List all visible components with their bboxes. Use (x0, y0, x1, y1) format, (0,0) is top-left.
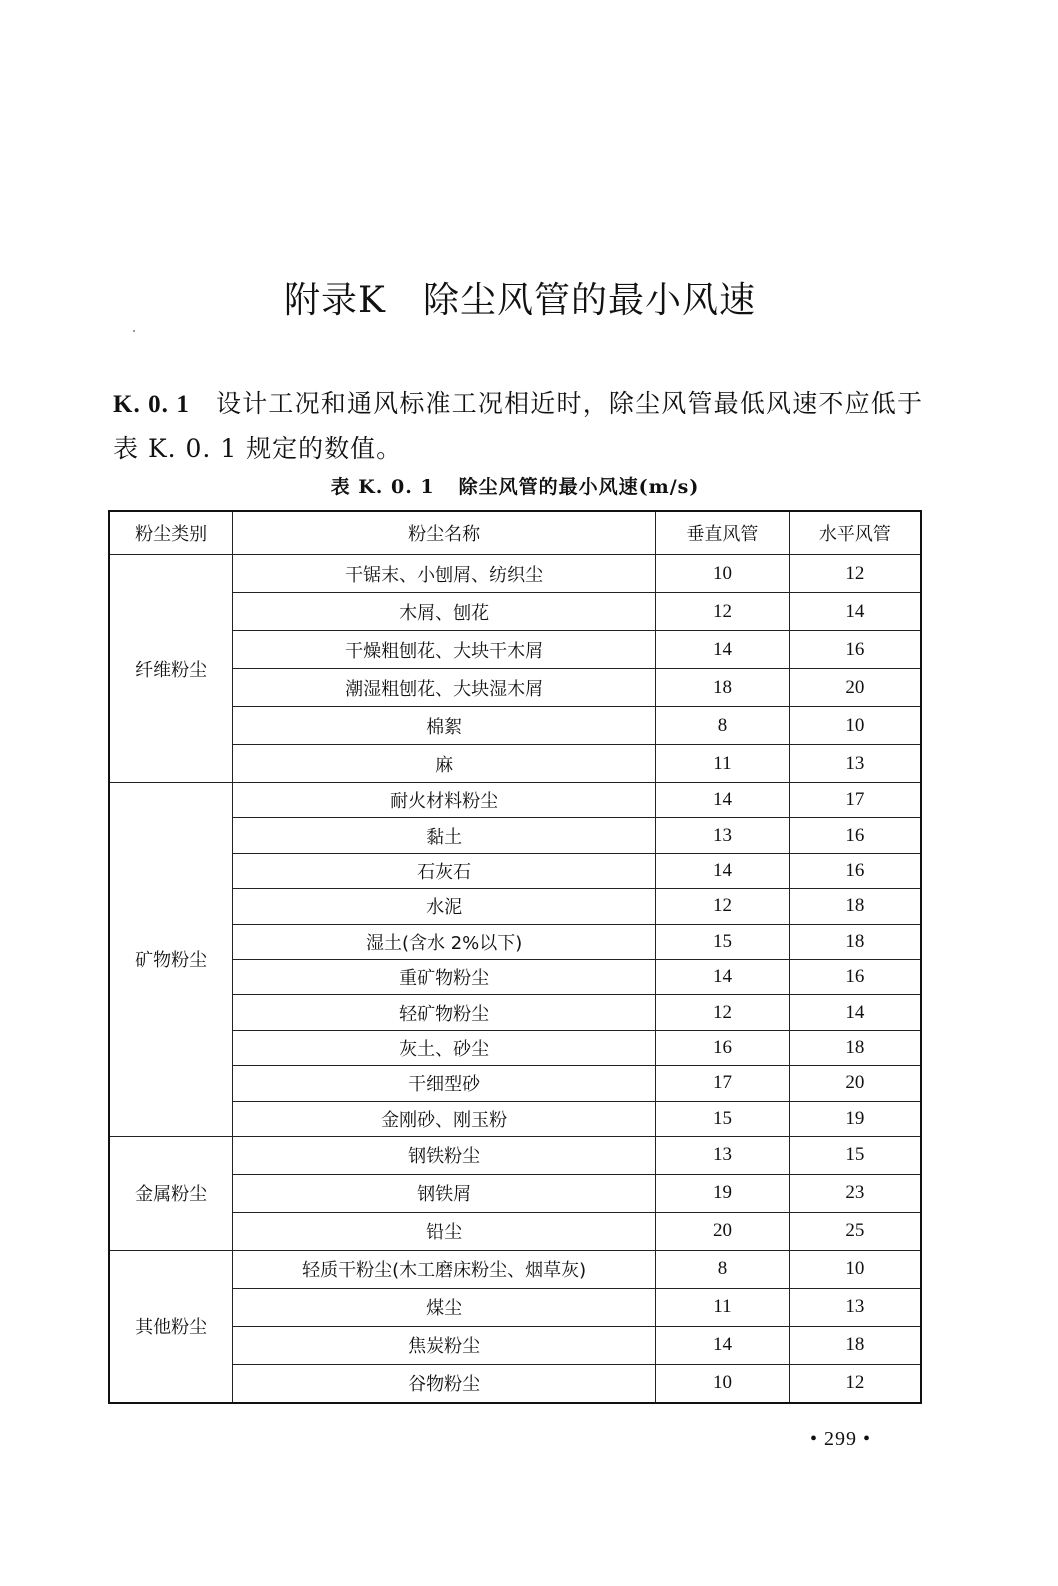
table-row (109, 783, 921, 818)
vertical-velocity-cell: 8 (656, 707, 790, 745)
scan-speck (133, 330, 135, 332)
horizontal-velocity-cell: 15 (789, 1136, 921, 1174)
dust-name-cell: 灰土、砂尘 (233, 1030, 656, 1065)
dust-name-cell: 木屑、刨花 (233, 593, 656, 631)
dust-name-cell: 金刚砂、刚玉粉 (233, 1101, 656, 1136)
horizontal-velocity-cell: 19 (789, 1101, 921, 1136)
clause-text: 设计工况和通风标准工况相近时，除尘风管最低风速不应低于表 K. 0. 1 规定的数值。 (113, 389, 923, 463)
dust-name-cell: 重矿物粉尘 (233, 959, 656, 994)
dust-name-cell: 黏土 (233, 818, 656, 853)
vertical-velocity-cell: 12 (656, 889, 790, 924)
table-body (109, 555, 921, 1403)
table-caption-number: 表 K. 0. 1 (330, 476, 435, 498)
clause-paragraph (113, 382, 923, 471)
horizontal-velocity-cell: 13 (789, 1288, 921, 1326)
horizontal-velocity-cell: 18 (789, 1030, 921, 1065)
dust-name-cell: 干细型砂 (233, 1066, 656, 1101)
horizontal-velocity-cell: 10 (789, 707, 921, 745)
horizontal-velocity-cell: 16 (789, 631, 921, 669)
dust-name-cell: 干锯末、小刨屑、纺织尘 (233, 555, 656, 593)
dust-name-cell: 钢铁粉尘 (233, 1136, 656, 1174)
header-dust-name: 粉尘名称 (233, 511, 656, 555)
dust-name-cell: 轻矿物粉尘 (233, 995, 656, 1030)
horizontal-velocity-cell: 18 (789, 1326, 921, 1364)
category-cell: 矿物粉尘 (109, 783, 233, 1137)
category-cell: 纤维粉尘 (109, 555, 233, 783)
vertical-velocity-cell: 8 (656, 1250, 790, 1288)
horizontal-velocity-cell: 14 (789, 593, 921, 631)
dust-name-cell: 潮湿粗刨花、大块湿木屑 (233, 669, 656, 707)
dust-name-cell: 耐火材料粉尘 (233, 783, 656, 818)
category-cell: 金属粉尘 (109, 1136, 233, 1250)
vertical-velocity-cell: 11 (656, 1288, 790, 1326)
header-row (109, 511, 921, 555)
page-title: 附录K 除尘风管的最小风速 (284, 280, 756, 322)
horizontal-velocity-cell: 12 (789, 1364, 921, 1403)
horizontal-velocity-cell: 18 (789, 889, 921, 924)
horizontal-velocity-cell: 16 (789, 959, 921, 994)
header-vertical-duct: 垂直风管 (656, 511, 790, 555)
header-category: 粉尘类别 (109, 511, 233, 555)
dust-name-cell: 湿土(含水 2%以下) (233, 924, 656, 959)
vertical-velocity-cell: 15 (656, 924, 790, 959)
vertical-velocity-cell: 17 (656, 1066, 790, 1101)
horizontal-velocity-cell: 14 (789, 995, 921, 1030)
header-horizontal-duct: 水平风管 (789, 511, 921, 555)
table-caption (0, 472, 1030, 499)
horizontal-velocity-cell: 20 (789, 1066, 921, 1101)
vertical-velocity-cell: 14 (656, 959, 790, 994)
table-header (109, 511, 921, 555)
category-cell: 其他粉尘 (109, 1250, 233, 1403)
vertical-velocity-cell: 14 (656, 853, 790, 888)
horizontal-velocity-cell: 16 (789, 818, 921, 853)
dust-name-cell: 棉絮 (233, 707, 656, 745)
dust-name-cell: 铅尘 (233, 1212, 656, 1250)
horizontal-velocity-cell: 23 (789, 1174, 921, 1212)
dust-name-cell: 谷物粉尘 (233, 1364, 656, 1403)
vertical-velocity-cell: 13 (656, 1136, 790, 1174)
horizontal-velocity-cell: 12 (789, 555, 921, 593)
vertical-velocity-cell: 16 (656, 1030, 790, 1065)
page-number: • 299 • (810, 1428, 872, 1450)
horizontal-velocity-cell: 20 (789, 669, 921, 707)
dust-name-cell: 焦炭粉尘 (233, 1326, 656, 1364)
horizontal-velocity-cell: 18 (789, 924, 921, 959)
dust-name-cell: 石灰石 (233, 853, 656, 888)
vertical-velocity-cell: 10 (656, 1364, 790, 1403)
vertical-velocity-cell: 14 (656, 783, 790, 818)
horizontal-velocity-cell: 10 (789, 1250, 921, 1288)
horizontal-velocity-cell: 16 (789, 853, 921, 888)
dust-name-cell: 煤尘 (233, 1288, 656, 1326)
clause-number: K. 0. 1 (113, 391, 190, 418)
table-caption-title: 除尘风管的最小风速(m/s) (458, 476, 700, 498)
vertical-velocity-cell: 11 (656, 745, 790, 783)
dust-name-cell: 钢铁屑 (233, 1174, 656, 1212)
dust-name-cell: 麻 (233, 745, 656, 783)
vertical-velocity-cell: 12 (656, 593, 790, 631)
vertical-velocity-cell: 15 (656, 1101, 790, 1136)
table-row (109, 1250, 921, 1288)
horizontal-velocity-cell: 13 (789, 745, 921, 783)
dust-name-cell: 轻质干粉尘(木工磨床粉尘、烟草灰) (233, 1250, 656, 1288)
min-velocity-table (108, 510, 922, 1404)
vertical-velocity-cell: 14 (656, 1326, 790, 1364)
vertical-velocity-cell: 14 (656, 631, 790, 669)
horizontal-velocity-cell: 17 (789, 783, 921, 818)
vertical-velocity-cell: 20 (656, 1212, 790, 1250)
table-row (109, 1136, 921, 1174)
horizontal-velocity-cell: 25 (789, 1212, 921, 1250)
vertical-velocity-cell: 18 (656, 669, 790, 707)
dust-name-cell: 水泥 (233, 889, 656, 924)
table-row (109, 555, 921, 593)
vertical-velocity-cell: 13 (656, 818, 790, 853)
vertical-velocity-cell: 12 (656, 995, 790, 1030)
vertical-velocity-cell: 19 (656, 1174, 790, 1212)
dust-name-cell: 干燥粗刨花、大块干木屑 (233, 631, 656, 669)
vertical-velocity-cell: 10 (656, 555, 790, 593)
